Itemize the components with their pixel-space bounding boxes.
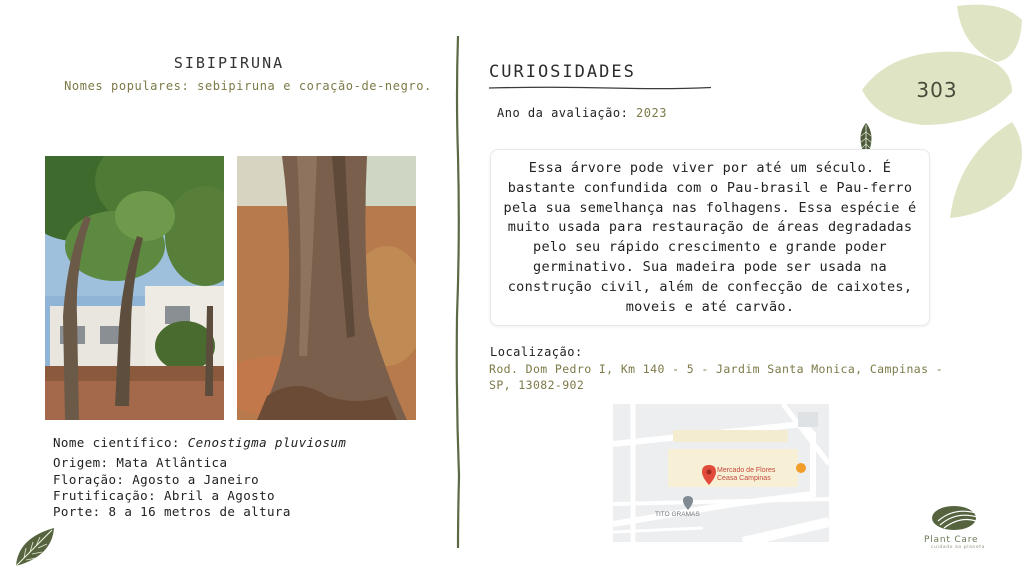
map-place-label: Mercado de Flores Ceasa Campinas xyxy=(717,467,776,482)
scientific-label: Nome científico: xyxy=(53,435,188,450)
curiosities-title: CURIOSIDADES xyxy=(489,62,636,82)
scientific-name: Cenostigma pluviosum xyxy=(187,435,347,450)
brand-name: Plant Care xyxy=(924,535,979,545)
title-underline xyxy=(489,85,711,91)
scientific-name-line xyxy=(53,435,346,450)
species-popular-names: Nomes populares: sebipiruna e coração-de-negro. xyxy=(64,79,432,93)
flowering: Floração: Agosto a Janeiro xyxy=(53,472,260,487)
location-label: Localização: xyxy=(490,345,583,359)
trunk-photo xyxy=(237,156,416,420)
map-pin-icon xyxy=(683,496,693,510)
location-address: Rod. Dom Pedro I, Km 140 - 5 - Jardim Santa Monica, Campinas - SP, 13082-902 xyxy=(489,362,944,392)
location-map[interactable] xyxy=(613,404,829,542)
map-pin-icon xyxy=(702,465,716,485)
leaf-cluster-decoration xyxy=(862,0,1024,225)
leaf-icon xyxy=(12,524,58,570)
map-place2-label: TITO GRAMAS xyxy=(655,511,700,518)
tree-photo xyxy=(45,156,224,420)
year-value: 2023 xyxy=(636,106,667,120)
year-label: Ano da avaliação: xyxy=(497,106,637,120)
brand-tagline: cuidado ao planeta xyxy=(931,545,985,550)
plant-care-logo xyxy=(930,503,982,533)
evaluation-year xyxy=(497,106,667,120)
species-common-name: SIBIPIRUNA xyxy=(173,54,285,72)
vertical-divider xyxy=(452,36,464,548)
fruiting: Frutificação: Abril a Agosto xyxy=(53,488,275,503)
size: Porte: 8 a 16 metros de altura xyxy=(53,504,291,519)
page-number: 303 xyxy=(916,78,958,102)
origin: Origem: Mata Atlântica xyxy=(53,455,228,470)
curiosity-text: Essa árvore pode viver por até um século. É bastante confundida com o Pau-brasil e Pau-ferro pela sua semelhança nas folhagens. Essa espécie é muito usada para restauração de áreas degradadas pelo seu rápido crescimento e grande poder germinativo. Sua madeira pode ser usada na construção civil, além de confecção de caixotes, moveis e até carvão. xyxy=(503,160,917,315)
